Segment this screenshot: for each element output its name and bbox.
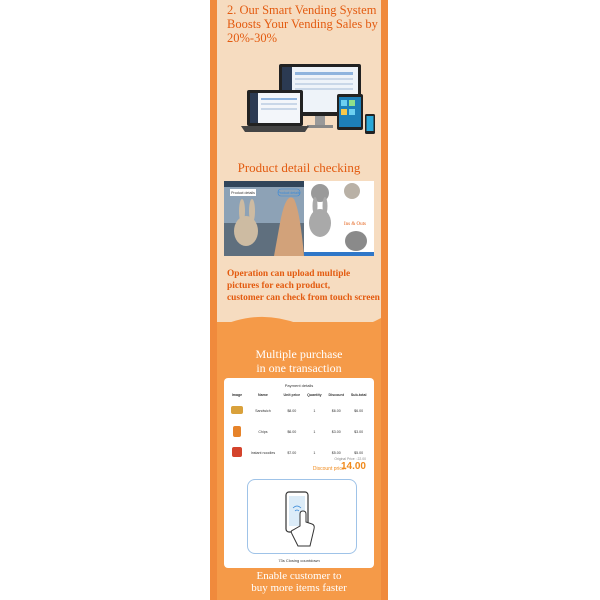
payment-table bbox=[228, 390, 370, 463]
sandwich-image bbox=[231, 406, 243, 414]
original-price: Original Price : 22.00 bbox=[334, 457, 366, 461]
photo-label: Product details bbox=[231, 191, 255, 195]
payment-details-card bbox=[224, 378, 374, 568]
product-detail-title: Product detail checking bbox=[237, 160, 361, 175]
quantity: 1 bbox=[313, 429, 316, 434]
item-name: Chips bbox=[258, 429, 268, 434]
discount: $6.00 bbox=[331, 408, 341, 413]
footer-caption bbox=[217, 570, 381, 594]
discount-price-value: 14.00 bbox=[340, 461, 366, 472]
table-row bbox=[228, 421, 370, 442]
section-heading: 2. Our Smart Vending System Boosts Your Vending Sales by 20%-30% bbox=[227, 3, 378, 45]
subtotal: $3.00 bbox=[354, 429, 364, 434]
column-header: Quantity bbox=[307, 393, 322, 397]
product-detail-description bbox=[227, 268, 387, 304]
column-header: Sub-total bbox=[350, 393, 367, 397]
product-detail-photo bbox=[224, 181, 374, 256]
payment-area bbox=[247, 479, 357, 554]
payment-details-title: Payment details bbox=[284, 383, 314, 388]
item-name: Instant noodles bbox=[250, 450, 276, 455]
column-header: Image bbox=[231, 393, 243, 397]
description-line: Operation can upload multiple bbox=[227, 269, 351, 279]
purchase-title-line: in one transaction bbox=[256, 361, 342, 375]
footer-line: Enable customer to bbox=[256, 570, 342, 582]
column-header: Name bbox=[258, 393, 268, 397]
closing-countdown: 73s Closing countdown bbox=[278, 558, 320, 563]
description-line: pictures for each product, bbox=[227, 281, 331, 291]
table-header-row bbox=[228, 390, 370, 400]
purchase-title bbox=[217, 347, 381, 375]
table-row bbox=[228, 400, 370, 421]
promo-panel bbox=[217, 0, 381, 600]
noodles-image bbox=[232, 447, 242, 457]
subtotal: $6.00 bbox=[354, 408, 364, 413]
photo-tag: Product details bbox=[277, 191, 301, 195]
column-header: Unit price bbox=[283, 393, 301, 397]
unit-price: $8.00 bbox=[287, 408, 297, 413]
photo-caption: Ins & Outs bbox=[344, 222, 366, 227]
discount: $3.00 bbox=[331, 429, 341, 434]
chips-image bbox=[233, 426, 241, 437]
column-header: Discount bbox=[328, 393, 344, 397]
purchase-title-line: Multiple purchase bbox=[255, 347, 343, 361]
tap-phone-icon bbox=[248, 480, 356, 553]
description-line: customer can check from touch screen bbox=[227, 293, 380, 303]
discount-price-label: Discount price: bbox=[312, 466, 346, 472]
item-name: Sandwich bbox=[255, 408, 271, 413]
devices-illustration bbox=[239, 62, 377, 142]
promo-strip bbox=[210, 0, 388, 600]
discount: $5.00 bbox=[331, 450, 341, 455]
footer-line: buy more items faster bbox=[251, 582, 347, 594]
quantity: 1 bbox=[313, 450, 316, 455]
subtotal: $5.00 bbox=[354, 450, 364, 455]
unit-price: $7.00 bbox=[287, 450, 297, 455]
quantity: 1 bbox=[313, 408, 316, 413]
unit-price: $6.00 bbox=[287, 429, 297, 434]
